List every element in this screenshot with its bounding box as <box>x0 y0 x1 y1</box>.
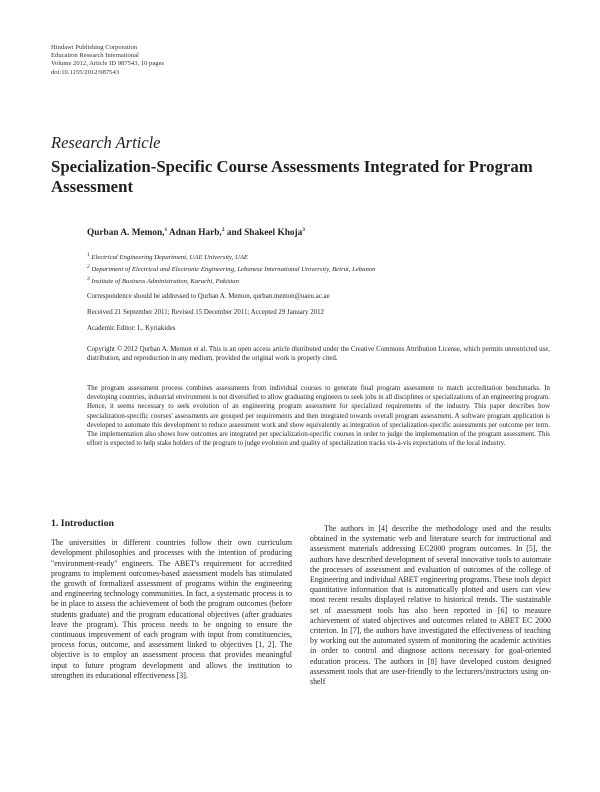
author-name: and Shakeel Khoja <box>226 228 303 239</box>
received-dates: Received 21 September 2011; Revised 15 December 2011; Accepted 29 January 2012 <box>87 309 324 316</box>
author-name: Adnan Harb, <box>169 228 222 239</box>
volume-info: Volume 2012, Article ID 987543, 10 pages <box>51 60 165 68</box>
correspondence: Correspondence should be addressed to Qurban A. Memon, qurban.memon@uaeu.ac.ae <box>87 293 330 300</box>
body-paragraph: The authors in [4] describe the methodology used and the results obtained in the systematic web and literature search for instructional and assessment materials addressing EC2000 program outcomes. In [5], the authors have described development of several innovative tools to automate the processes of assessment and evaluation of outcomes of the college of Engineering and individual ABET engineering programs. These tools depict quantitative information that is automatically plotted and users can view most recent results displayed relative to historical trends. The sustainable set of assessment tools has also been reported in [6] to measure achievement of stated objectives and outcomes related to ABET EC 2000 criterion. In [7], the authors have investigated the effectiveness of teaching by working out the automated system of monitoring the academic activities in order to control and diagnose actions necessary for goal-oriented education process. The authors in [8] have developed custom designed assessment tools that are user-friendly to the lecturers/instructors using on-shelf <box>310 524 551 687</box>
affiliation-mark: 1 <box>87 252 90 258</box>
affiliation <box>87 251 376 263</box>
doi: doi:10.1155/2012/987543 <box>51 68 120 76</box>
author-affiliation-mark: 3 <box>302 227 306 233</box>
author-affiliation-mark: 1 <box>164 227 168 233</box>
publisher-name: Hindawi Publishing Corporation <box>51 44 138 51</box>
author-name: Qurban A. Memon, <box>87 228 165 239</box>
section-heading: 1. Introduction <box>51 518 114 529</box>
affiliation-mark: 3 <box>87 275 90 282</box>
paper-title: Specialization-Specific Course Assessments Integrated for Program Assessment <box>51 157 533 196</box>
academic-editor: Academic Editor: L. Kyriakides <box>87 325 176 332</box>
journal-name: Education Research International <box>51 52 139 60</box>
affiliation-text: Institute of Business Administration, Karachi, Pakistan <box>91 277 239 285</box>
affiliation-list <box>87 251 376 286</box>
affiliation-text: Electrical Engineering Department, UAE University, UAE <box>91 254 248 262</box>
affiliation-mark: 2 <box>87 263 90 270</box>
copyright-notice: Copyright © 2012 Qurban A. Memon et al. This is an open access article distributed under the Creative Commons Attribution License, which permits unrestricted use, distribution, and reproduction in any medium, provided the original work is properly cited. <box>87 346 550 363</box>
journal-header <box>51 44 164 77</box>
abstract: The program assessment process combines assessments from individual courses to generate final program assessment to match accreditation benchmarks. In developing countries, industrial environment is not diversified to allow graduating engineers to seek jobs in all disciplines or specializations of an engineering program. Hence, it seems necessary to seek evolution of an engineering program assessment for specialized requirements of the industry. This paper describes how specialization-specific courses' assessments are grouped per requirements and then integrated towards overall program assessment. A software program application is developed to automate this development to reduce assessment work and show equivalently as integration of specialization-specific assessments per outcome per term. The implementation also shows how outcomes are integrated per specialization-specific courses in order to judge the implementation of the program assessment. This effort is expected to help stake holders of the program to judge evolution and quality of specialization tracks vis-à-vis expectations of the local industry. <box>87 385 550 448</box>
author-affiliation-mark: 2 <box>221 227 225 233</box>
left-column <box>51 519 292 681</box>
affiliation <box>87 263 376 275</box>
affiliation <box>87 275 376 287</box>
article-type: Research Article <box>51 133 161 152</box>
author-list <box>87 227 305 238</box>
right-column <box>310 524 551 687</box>
affiliation-text: Department of Electrical and Electronic Engineering, Lebanese International University, Beirut, Lebanon <box>91 266 376 274</box>
body-paragraph: The universities in different countries follow their own curriculum development philosophies and processes with the intention of producing "environment-ready" engineers. The ABET's requirement for accredited programs to implement outcomes-based assessment models has stimulated the growth of formalized assessment of programs within the engineering and engineering technology communities. In fact, a systematic process is to be in place to assess the achievement of both the program outcomes (before students graduate) and the program educational objectives (after graduates leave the program). This process needs to be ongoing to ensure the continuous improvement of each program with input from constituencies, process focus, outcome, and assessment linked to objectives [1, 2]. The objective is to employ an assessment process that provides meaningful input to future program development and allows the institution to strengthen its educational effectiveness [3]. <box>51 538 292 680</box>
